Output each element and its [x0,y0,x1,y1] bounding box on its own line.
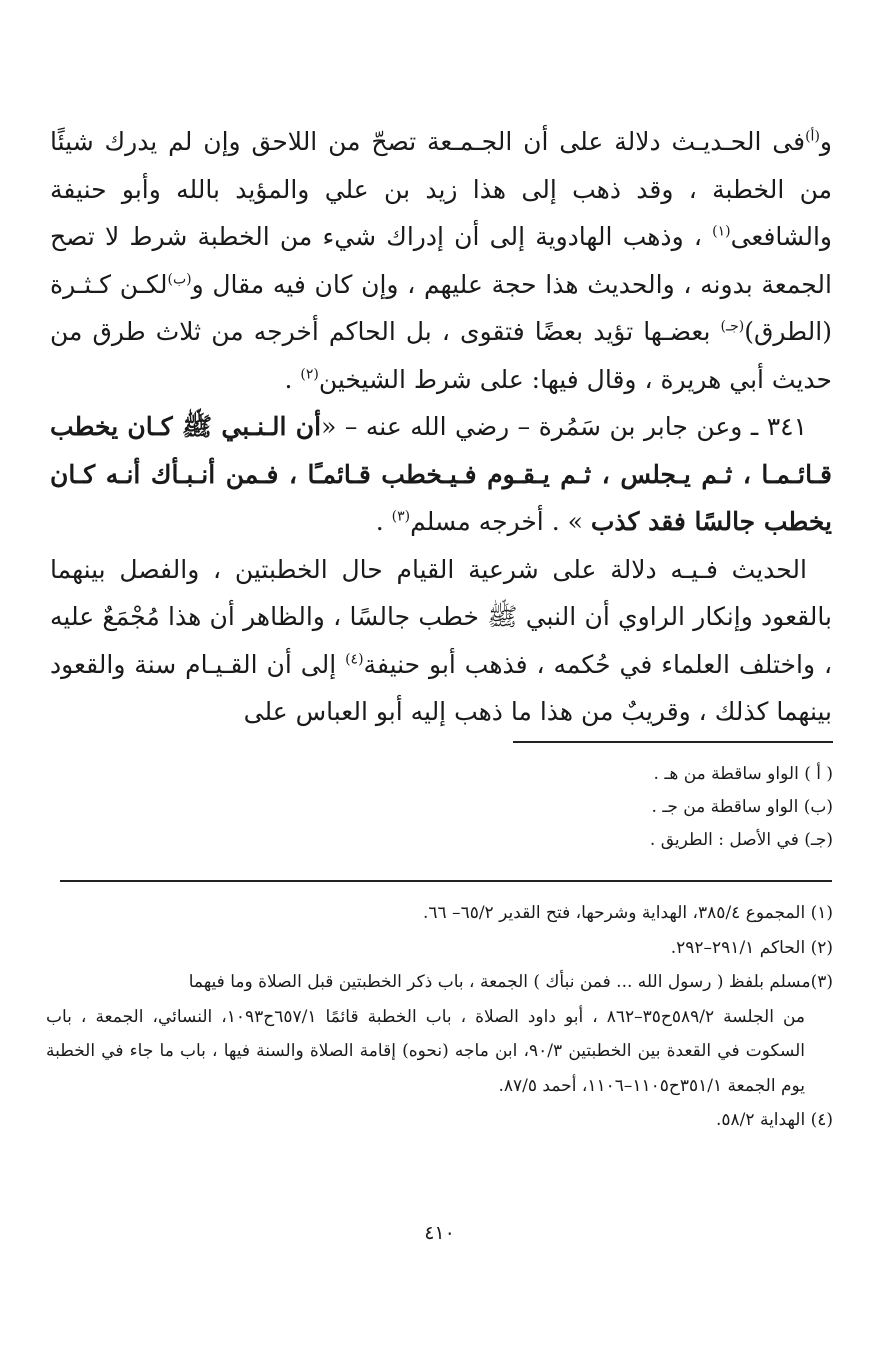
main-text [50,118,832,736]
footnote-ref-1: (١) [712,223,731,240]
hadith-end: . [375,507,384,536]
footnote-3-continuation: من الجلسة ٥٨٩/٢ح٣٥–٨٦٢ ، أبو داود الصلاة ، باب الخطبة قائمًا ٦٥٧/١ح١٠٩٣، النسائي، الجمعة ، باب السكوت في القعدة بين الخطبتين ٩٠/٣، ابن ماجه (نحوه) إقامة الصلاة والسنة فيها ، باب ما جاء في الخطبة يوم الجمعة ٣٥١/١ح١١٠٥–١١٠٦، أحمد ٨٧/٥. [46,1006,806,1096]
commentary-paragraph-2 [50,546,832,736]
footnote-ref-3: (٣) [391,508,411,525]
para1-text-2: ، وذهب الهادوية إلى أن إدراك شيء من الخطبة شرط لا تصح الجمعة بدونه ، والحديث هذا حجة عليهم ، وإن كان فيه مقال و [50,222,832,299]
footnotes-divider [60,880,832,882]
footnote-ref-2: (٢) [300,366,319,383]
variant-marker-b: (ب) [167,271,192,288]
footnote-3-first-line: (٣)مسلم بلفظ ( رسول الله ... فمن نبأك ) الجمعة ، باب ذكر الخطبتين قبل الصلاة وما فيهما [188,972,833,992]
variant-notes-divider [513,741,833,743]
variant-note-a: ( أ ) الواو ساقطة من هـ . [653,764,833,784]
hadith-intro: ٣٤١ ـ وعن جابر بن سَمُرة – رضي الله عنه – « [321,412,808,441]
footnote-1: (١) المجموع ٣٨٥/٤، الهداية وشرحها، فتح القدير ٦٥/٢– ٦٦. [422,903,833,923]
page-number: ٤١٠ [424,1222,455,1244]
variant-marker-c: (جـ) [720,318,745,335]
para1-text-1: فى الحـديـث دلالة على أن الجـمـعة تصحّ من اللاحق وإن لم يدرك شيئًا من الخطبة ، وقد ذهب إلى هذا زيد بن علي والمؤيد بالله وأبو حنيفة والشافعى [50,127,832,251]
footnote-2: (٢) الحاكم ٢٩١/١–٢٩٢. [670,937,833,958]
footnote-ref-4: (٤) [345,651,364,668]
hadith-outro: » . أخرجه مسلم [410,507,583,536]
variant-marker-a: (أ) [805,128,820,145]
para2-text-2: إلى أن القـيـام سنة والقعود بينهما كذلك ، وقريبٌ من هذا ما ذهب إليه أبو العباس على [50,649,832,726]
para1-text-5: . [284,364,293,394]
para1-text-3: لكـن كـثـرة (الطرق) [50,269,832,346]
commentary-paragraph-1: و$^{(أ)}$فى الحـديـث دلالة على أن الجـمـعة تصحّ من اللاحق وإن لم يدرك شيئًا من الخطبة ، وقد ذهب إلى هذا زيد بن علي والمؤيد بالله وأبو حنيفة والشافعى$^{(١)}$ ، وذهب الهادوية إلى أن إدراك شيء من الخطبة شرط لا تصح الجمعة بدونه ، والحديث هذا حجة عليهم ، وإن كان فيه مقال و$^{(ب)}$لكـن كـثـرة (الطرق)$^{(جـ)}$ بعضـها تؤيد بعضًا فتقوى ، بل الحاكم أخرجه من ثلاث طرق من حديث أبي هريرة ، وقال فيها: على شرط الشيخين$^{(٢)}$ . [50,127,832,394]
variant-note-b: (ب) الواو ساقطة من جـ . [651,797,833,817]
footnotes [46,896,833,1138]
variant-note-c: (جـ) في الأصل : الطريق . [649,830,833,850]
para1-text-4: بعضـها تؤيد بعضًا فتقوى ، بل الحاكم أخرجه من ثلاث طرق من حديث أبي هريرة ، وقال فيها: على شرط الشيخين [50,317,832,394]
hadith-paragraph [50,403,832,546]
hadith-text: أن الـنـبي ﷺ كـان يخطب قـائـمـا ، ثـم يـجلس ، ثـم يـقـوم فـيـخطب قـائمـًا ، فـمن أنـبـأك أنـه كـان يخطب جالسًا فقد كذب [50,412,832,536]
footnote-4: (٤) الهداية ٥٨/٢. [716,1110,833,1130]
variant-notes [433,758,833,857]
para2-text-1: الحديث فـيـه دلالة على شرعية القيام حال الخطبتين ، والفصل بينهما بالقعود وإنكار الراوي أن النبي ﷺ خطب جالسًا ، والظاهر أن هذا مُجْمَعٌ عليه ، واختلف العلماء في حُكمه ، فذهب أبو حنيفة [50,554,833,679]
